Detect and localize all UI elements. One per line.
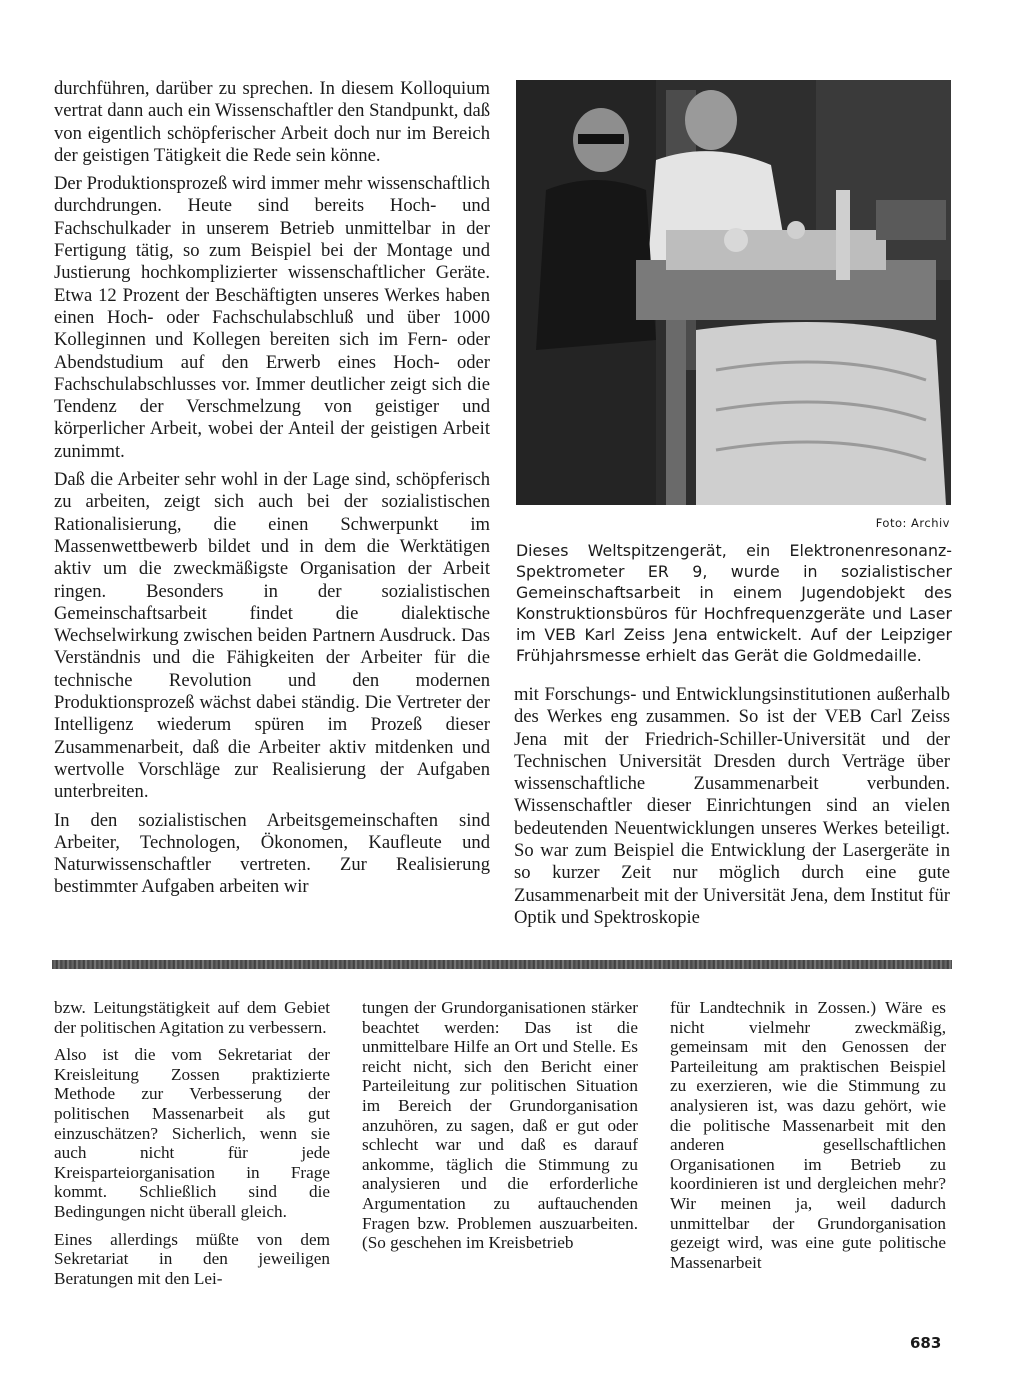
paragraph: Der Produktionsprozeß wird immer mehr wissenschaftlich durchdrungen. Heute sind bereits Hoch- und Fachschulkader in unserem Betrieb unmittelbar in der Fertigung tätig, so zum Beispiel bei der Montage und Justierung hochkomplizierter wissenschaftlicher Geräte. Etwa 12 Prozent der Beschäftigten unseres Werkes haben einen Hoch- oder Fachschulabschluß und über 1000 Kolleginnen und Kollegen bereiten sich im Fern- oder Abendstudium auf den Erwerb eines Hoch- oder Fachschulabschlusses vor. Immer deutlicher zeigt sich die Tendenz der Verschmelzung von geistiger und körperlicher Arbeit, wobei der Anteil der geistigen Arbeit zunimmt.: [54, 173, 490, 462]
paragraph: Also ist die vom Sekretariat der Kreisleitung Zossen praktizierte Methode zur Verbesserung der politischen Massenarbeit als gut einzuschätzen? Sicherlich, wenn sie auch nicht für jede Kreisparteiorganisation in Frage kommt. Schließlich sind die Bedingungen nicht überall gleich.: [54, 1045, 330, 1221]
article-column-top-left: [54, 78, 490, 905]
paragraph: In den sozialistischen Arbeitsgemeinschaften sind Arbeiter, Technologen, Ökonomen, Kaufleute und Naturwissenschaftler vertreten. Zur Realisierung bestimmter Aufgaben arbeiten wir: [54, 809, 490, 898]
section-divider: [52, 960, 952, 969]
photo-credit: Foto: Archiv: [875, 516, 950, 530]
article-column-bottom-2: [362, 998, 638, 1261]
paragraph: Eines allerdings müßte von dem Sekretariat in den jeweiligen Beratungen mit den Lei-: [54, 1229, 330, 1288]
photo-caption: Dieses Weltspitzengerät, ein Elektronenresonanz-Spektrometer ER 9, wurde in sozialistischer Gemeinschaftsarbeit in einem Jugendobjekt des Konstruktionsbüros für Hochfrequenzgeräte und Laser im VEB Karl Zeiss Jena entwickelt. Auf der Leipziger Frühjahrsmesse erhielt das Gerät die Goldmedaille.: [516, 541, 952, 665]
paragraph: durchführen, darüber zu sprechen. In diesem Kolloquium vertrat dann auch ein Wissenschaftler den Standpunkt, daß von eigentlich schöpferischer Arbeit doch nur im Bereich der geistigen Tätigkeit die Rede sein könne.: [54, 78, 490, 166]
article-column-bottom-3: [670, 998, 946, 1280]
paragraph: Daß die Arbeiter sehr wohl in der Lage sind, schöpferisch zu arbeiten, zeigt sich auch bei der sozialistischen Rationalisierung, die einen Schwerpunkt im Massenwettbewerb bildet und in dem die Werktätigen aktiv um die zweckmäßigste Organisation der Arbeit ringen. Besonders in der sozialistischen Gemeinschaftsarbeit findet die dialektische Wechselwirkung zwischen beiden Partnern Ausdruck. Das Verständnis und die Fähigkeiten der Arbeiter für die technische Revolution und den modernen Produktionsprozeß wächst dabei ständig. Die Vertreter der Intelligenz wiederum spüren im Prozeß dieser Zusammenarbeit, daß die Arbeiter aktiv mitdenken und wertvolle Vorschläge zur Realisierung der Aufgaben unterbreiten.: [54, 469, 490, 803]
paragraph: für Landtechnik in Zossen.) Wäre es nicht vielmehr zweckmäßig, gemeinsam mit den Genossen der Parteileitung am praktischen Beispiel zu exerzieren, wie die Stimmung zu analysieren ist, was dazu gehört, wie die politische Massenarbeit mit den anderen gesellschaftlichen Organisationen im Betrieb zu koordinieren ist und dergleichen mehr? Wir meinen ja, weil dadurch unmittelbar der Grundorganisation gezeigt wird, was eine gute politische Massenarbeit: [670, 998, 946, 1272]
photo-illustration: [516, 80, 951, 505]
paragraph: bzw. Leitungstätigkeit auf dem Gebiet der politischen Agitation zu verbessern.: [54, 998, 330, 1037]
article-column-bottom-1: [54, 998, 330, 1296]
spectrometer-photo: [516, 80, 951, 505]
article-column-top-right: [514, 684, 950, 935]
paragraph: mit Forschungs- und Entwicklungsinstitutionen außerhalb des Werkes eng zusammen. So ist der VEB Carl Zeiss Jena mit der Friedrich-Schiller-Universität und der Technischen Universität Dresden durch Verträge über wissenschaftliche Zusammenarbeit verbunden. Wissenschaftler dieser Einrichtungen sind an vielen bedeutenden Neuentwicklungen unseres Werkes beteiligt. So war zum Beispiel die Entwicklung der Lasergeräte in so kurzer Zeit nur möglich durch eine gute Zusammenarbeit mit der Universität Jena, dem Institut für Optik und Spektroskopie: [514, 684, 950, 928]
page-number: 683: [910, 1334, 942, 1352]
paragraph: tungen der Grundorganisationen stärker beachtet werden: Das ist die unmittelbare Hilfe an Ort und Stelle. Es reicht nicht, sich den Bericht einer Parteileitung zur politischen Situation im Bereich der Grundorganisation anzuhören, zu sagen, daß er gut oder schlecht war und daß es darauf ankomme, täglich die Stimmung zu analysieren und die erforderliche Argumentation zu auftauchenden Fragen bzw. Problemen auszuarbeiten. (So geschehen im Kreisbetrieb: [362, 998, 638, 1253]
